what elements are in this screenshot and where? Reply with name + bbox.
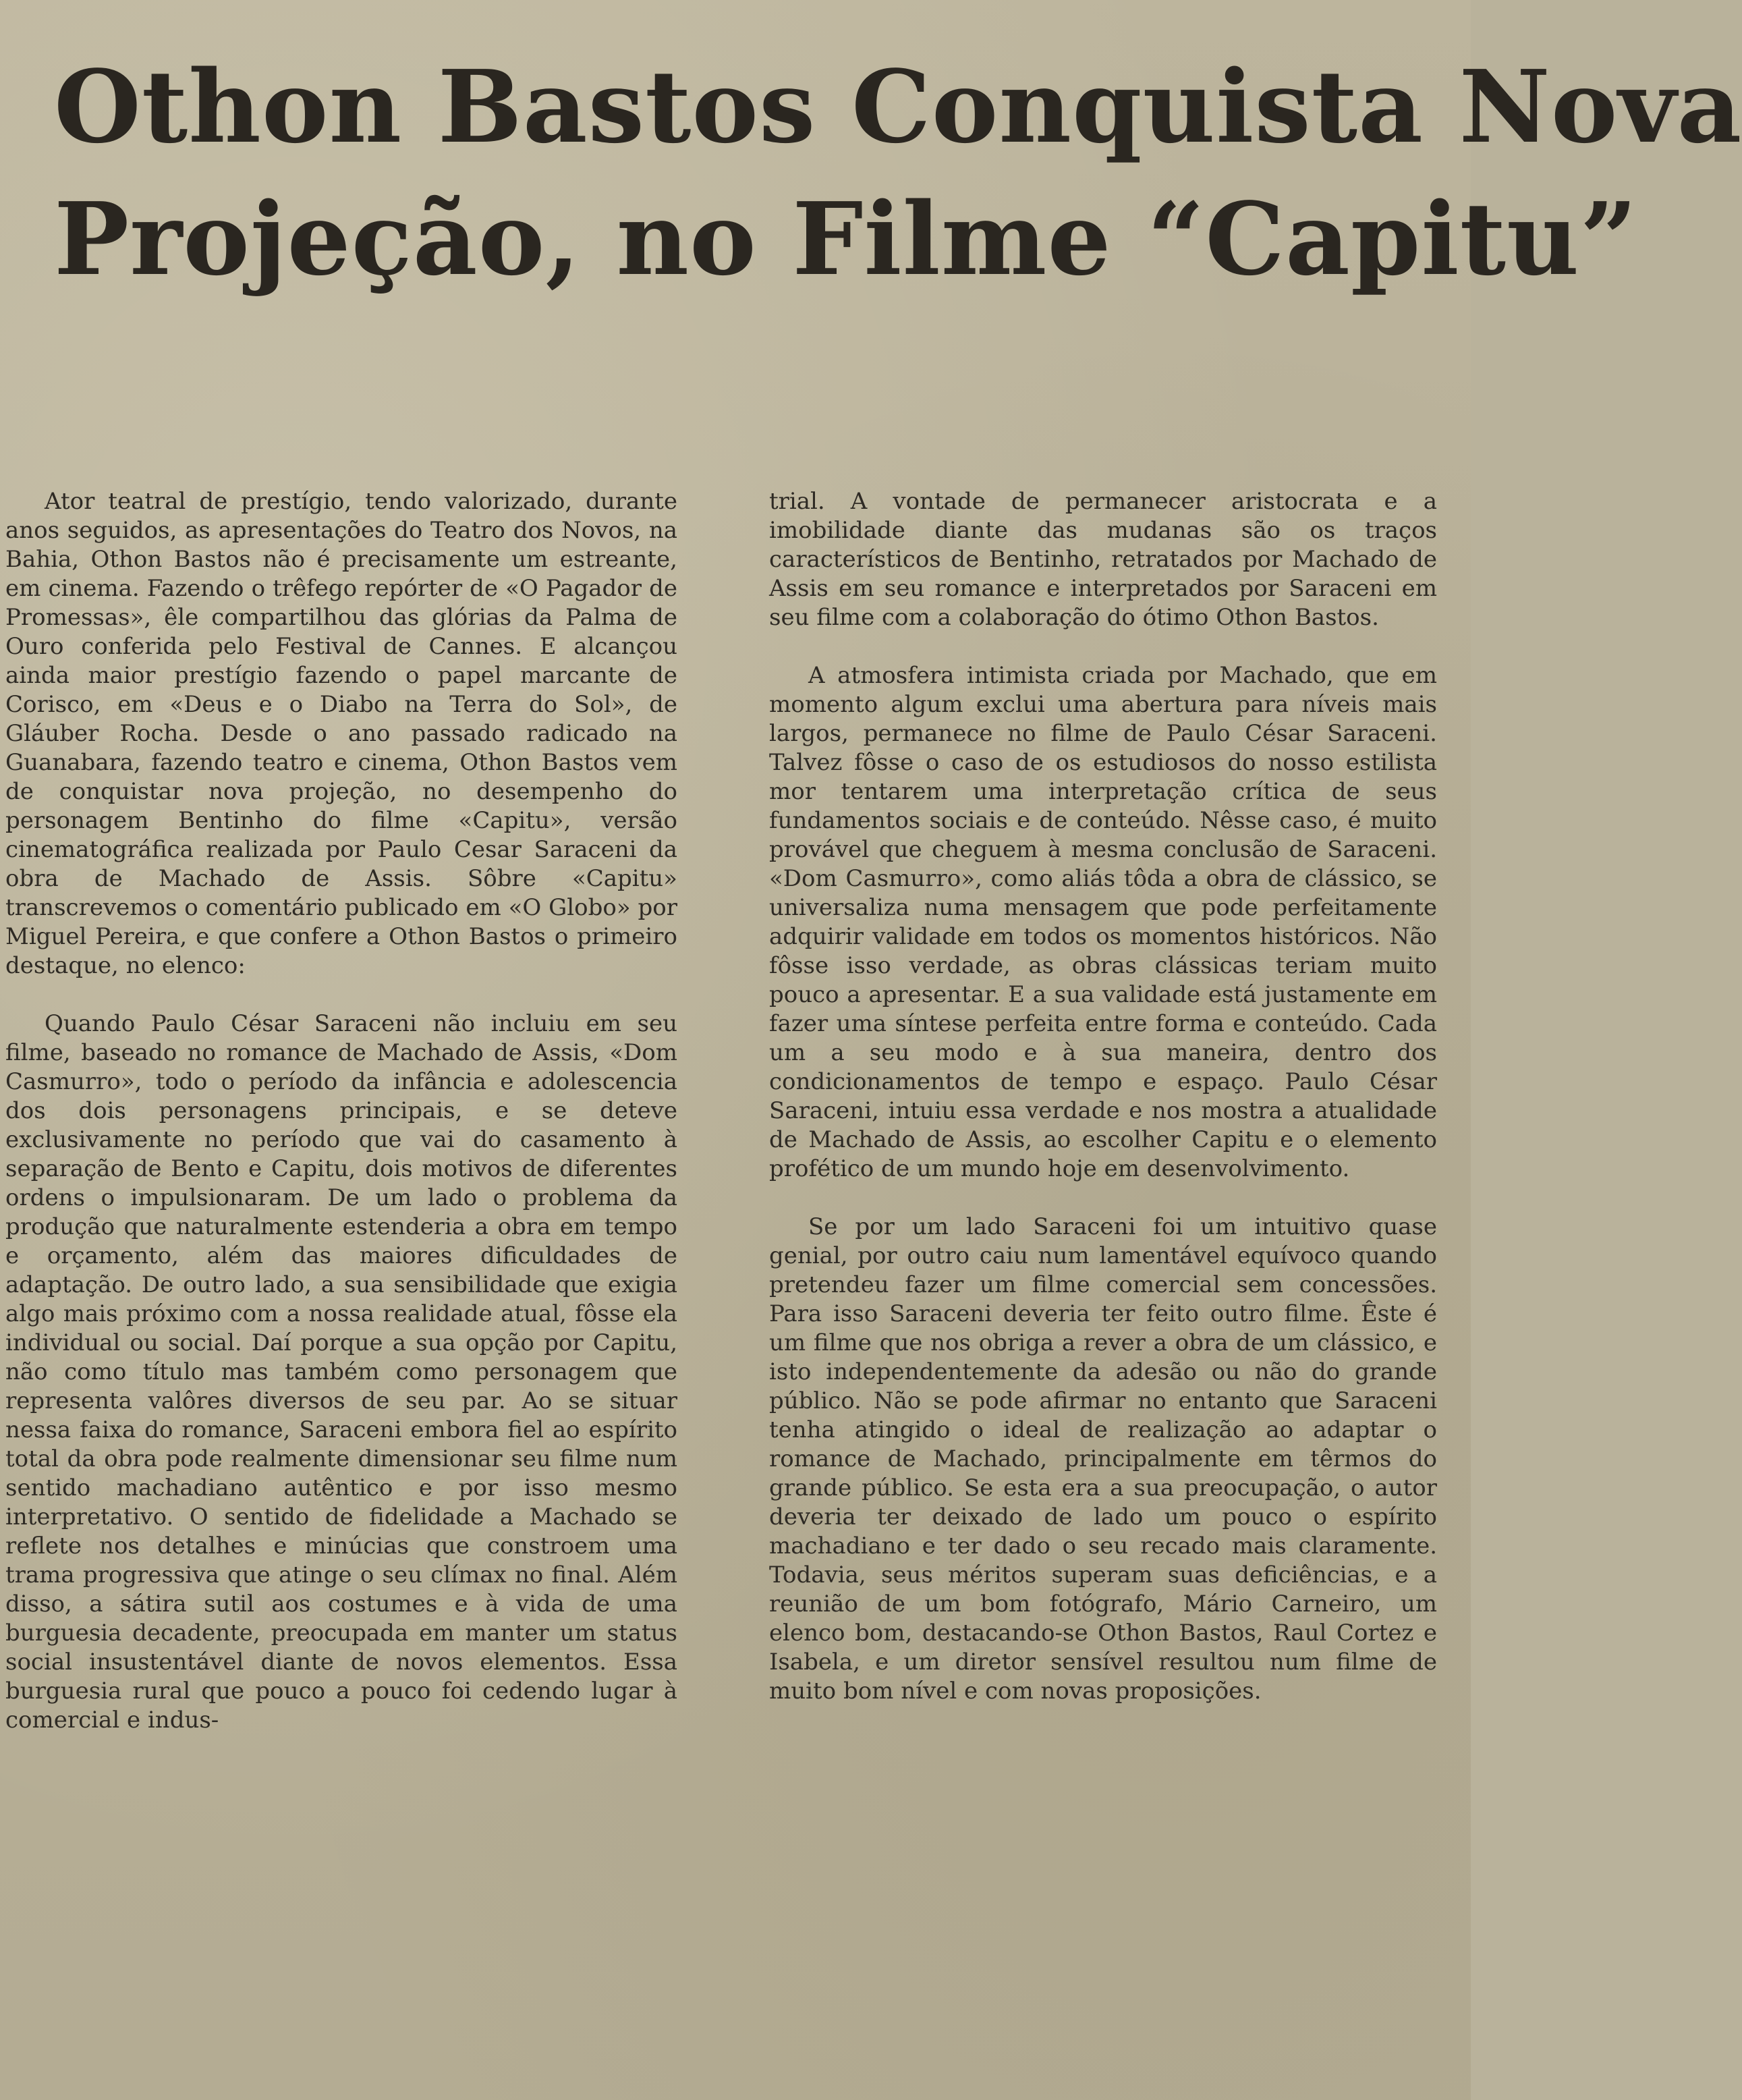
paragraph-review-1: Quando Paulo César Saraceni não incluiu em seu filme, baseado no romance de Machado de Assis, «Dom Casmurro», todo o período da infância e adolescencia dos dois personagens principais, e se deteve exclusivamente no período que vai do casamento à separação de Bento e Capitu, dois motivos de diferentes ordens o impulsionaram. De um lado o problema da produção que naturalmente estenderia a obra em tempo e orçamento, além das maiores dificuldades de adaptação. De outro lado, a sua sensibilidade que exigia algo mais próximo com a nossa realidade atual, fôsse ela individual ou social. Daí porque a sua opção por Capitu, não como título mas também como personagem que representa valôres diversos de seu par. Ao se situar nessa faixa do romance, Saraceni embora fiel ao espírito total da obra pode realmente dimensionar seu filme num sentido machadiano autêntico e por isso mesmo interpretativo. O sentido de fidelidade a Machado se reflete nos detalhes e minúcias que constroem uma trama progressiva que atinge o seu clímax no final. Além disso, a sátira sutil aos costumes e à vida de uma burguesia decadente, preocupada em manter um status social insustentável diante de novos elementos. Essa burguesia rural que pouco a pouco foi cedendo lugar à comercial e indus- <box>5 1010 677 1734</box>
headline-line-1: Othon Bastos Conquista Nova <box>54 48 1742 165</box>
paragraph-review-2: A atmosfera intimista criada por Machado, que em momento algum exclui uma abertura para níveis mais largos, permanece no filme de Paulo César Saraceni. Talvez fôsse o caso de os estudiosos do nosso estilista mor tentarem uma interpretação crítica de seus fundamentos sociais e de conteúdo. Nêsse caso, é muito provável que cheguem à mesma conclusão de Saraceni. «Dom Casmurro», como aliás tôda a obra de clássico, se universaliza numa mensagem que pode perfeitamente adquirir validade em todos os momentos históricos. Não fôsse isso verdade, as obras clássicas teriam muito pouco a apresentar. E a sua validade está justamente em fazer uma síntese perfeita entre forma e conteúdo. Cada um a seu modo e à sua maneira, dentro dos condicionamentos de tempo e espaço. Paulo César Saraceni, intuiu essa verdade e nos mostra a atualidade de Machado de Assis, ao escolher Capitu e o elemento profético de um mundo hoje em desenvolvimento. <box>769 662 1437 1182</box>
article-column-left <box>5 487 677 1735</box>
paragraph-intro: Ator teatral de prestígio, tendo valorizado, durante anos seguidos, as apresentações do Teatro dos Novos, na Bahia, Othon Bastos não é precisamente um estreante, em cinema. Fazendo o trêfego repórter de «O Pagador de Promessas», êle compartilhou das glórias da Palma de Ouro conferida pelo Festival de Cannes. E alcançou ainda maior prestígio fazendo o papel marcante de Corisco, em «Deus e o Diabo na Terra do Sol», de Gláuber Rocha. Desde o ano passado radicado na Guanabara, fazendo teatro e cinema, Othon Bastos vem de conquistar nova projeção, no desempenho do personagem Bentinho do filme «Capitu», versão cinematográfica realizada por Paulo Cesar Saraceni da obra de Machado de Assis. Sôbre «Capitu» transcrevemos o comentário publicado em «O Globo» por Miguel Pereira, e que confere a Othon Bastos o primeiro destaque, no elenco: <box>5 488 677 979</box>
article-headline <box>54 40 1742 305</box>
paragraph-review-1-continued: trial. A vontade de permanecer aristocrata e a imobilidade diante das mudanas são os traços característicos de Bentinho, retratados por Machado de Assis em seu romance e interpretados por Saraceni em seu filme com a colaboração do ótimo Othon Bastos. <box>769 488 1437 631</box>
headline-line-2: Projeção, no Filme “Capitu” <box>54 180 1638 298</box>
article-column-right <box>769 487 1437 1706</box>
paragraph-review-3: Se por um lado Saraceni foi um intuitivo quase genial, por outro caiu num lamentável equívoco quando pretendeu fazer um filme comercial sem concessões. Para isso Saraceni deveria ter feito outro filme. Êste é um filme que nos obriga a rever a obra de um clássico, e isto independentemente da adesão ou não do grande público. Não se pode afirmar no entanto que Saraceni tenha atingido o ideal de realização ao adaptar o romance de Machado, principalmente em têrmos do grande público. Se esta era a sua preocupação, o autor deveria ter deixado de lado um pouco o espírito machadiano e ter dado o seu recado mais claramente. Todavia, seus méritos superam suas deficiências, e a reunião de um bom fotógrafo, Mário Carneiro, um elenco bom, destacando-se Othon Bastos, Raul Cortez e Isabela, e um diretor sensível resultou num filme de muito bom nível e com novas proposições. <box>769 1213 1437 1705</box>
